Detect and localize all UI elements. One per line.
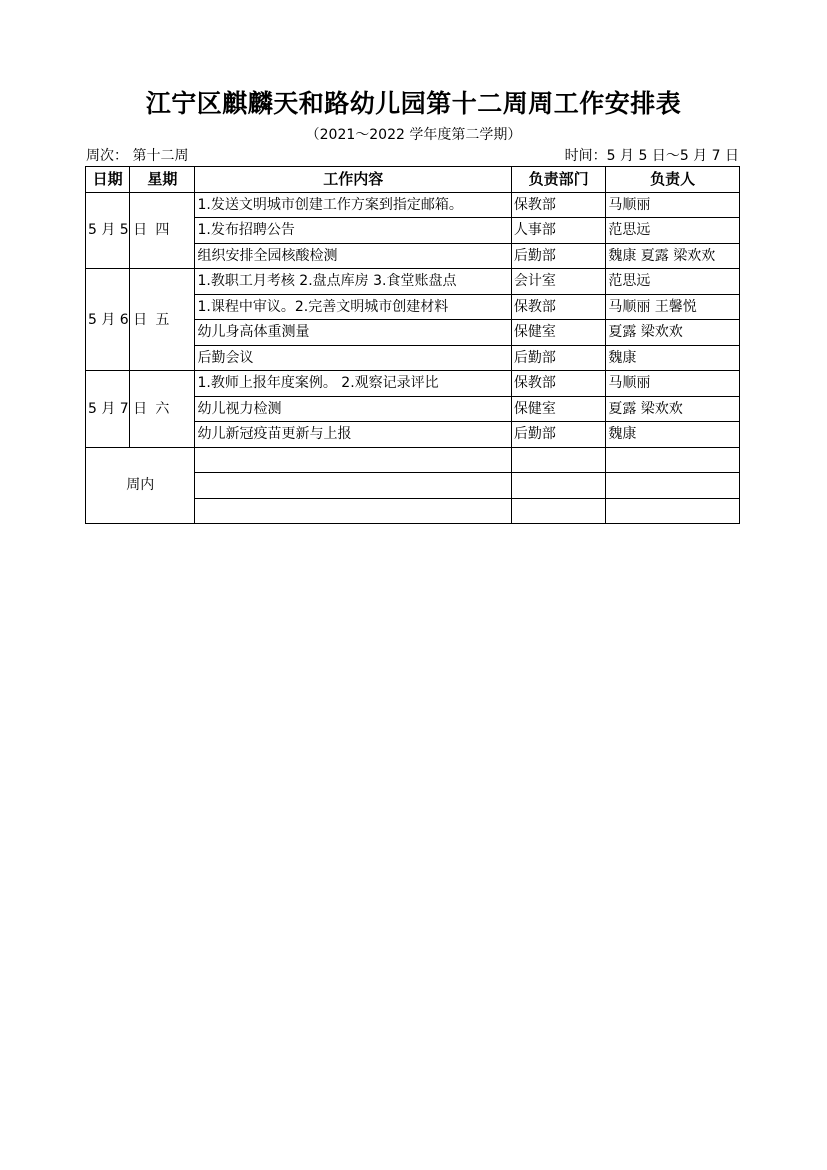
- empty-person-cell: [606, 473, 740, 499]
- empty-dept-cell: [511, 473, 605, 499]
- content-cell: 幼儿视力检测: [195, 396, 511, 422]
- header-weekday: 星期: [130, 167, 195, 193]
- header-date: 日期: [86, 167, 130, 193]
- empty-content-cell: [195, 447, 511, 473]
- table-row: [86, 192, 740, 218]
- empty-content-cell: [195, 498, 511, 524]
- header-content: 工作内容: [195, 167, 511, 193]
- empty-content-cell: [195, 473, 511, 499]
- person-cell: 魏康: [606, 345, 740, 371]
- content-cell: 幼儿身高体重测量: [195, 320, 511, 346]
- person-cell: 范思远: [606, 218, 740, 244]
- date-cell: 5 月 7 日: [86, 371, 130, 448]
- page-title: 江宁区麒麟天和路幼儿园第十二周周工作安排表: [145, 89, 682, 118]
- empty-person-cell: [606, 447, 740, 473]
- person-cell: 范思远: [606, 269, 740, 295]
- table-row: [86, 269, 740, 295]
- header-dept: 负责部门: [511, 167, 605, 193]
- person-cell: 马顺丽: [606, 192, 740, 218]
- content-cell: 幼儿新冠疫苗更新与上报: [195, 422, 511, 448]
- person-cell: 魏康 夏露 梁欢欢: [606, 243, 740, 269]
- dept-cell: 保教部: [511, 371, 605, 397]
- table-row: [86, 447, 740, 473]
- week-section-cell: 周内: [86, 447, 195, 524]
- table-row: [86, 371, 740, 397]
- person-cell: 马顺丽 王馨悦: [606, 294, 740, 320]
- dept-cell: 保教部: [511, 294, 605, 320]
- week-label: 周次： 第十二周: [86, 148, 189, 164]
- header-row: [86, 167, 740, 193]
- schedule-table: [85, 166, 740, 524]
- header-person: 负责人: [606, 167, 740, 193]
- empty-dept-cell: [511, 498, 605, 524]
- content-cell: 1.发送文明城市创建工作方案到指定邮箱。: [195, 192, 511, 218]
- person-cell: 夏露 梁欢欢: [606, 396, 740, 422]
- content-cell: 1.课程中审议。2.完善文明城市创建材料: [195, 294, 511, 320]
- date-cell: 5 月 5 日: [86, 192, 130, 269]
- dept-cell: 后勤部: [511, 243, 605, 269]
- content-cell: 1.教职工月考核 2.盘点库房 3.食堂账盘点: [195, 269, 511, 295]
- empty-dept-cell: [511, 447, 605, 473]
- person-cell: 魏康: [606, 422, 740, 448]
- weekday-cell: 五: [130, 269, 195, 371]
- dept-cell: 保健室: [511, 320, 605, 346]
- content-cell: 组织安排全园核酸检测: [195, 243, 511, 269]
- dept-cell: 后勤部: [511, 422, 605, 448]
- dept-cell: 人事部: [511, 218, 605, 244]
- dept-cell: 保教部: [511, 192, 605, 218]
- empty-person-cell: [606, 498, 740, 524]
- weekday-cell: 六: [130, 371, 195, 448]
- content-cell: 1.教师上报年度案例。 2.观察记录评比: [195, 371, 511, 397]
- content-cell: 后勤会议: [195, 345, 511, 371]
- time-label: 时间：5 月 5 日～5 月 7 日: [564, 148, 739, 164]
- dept-cell: 会计室: [511, 269, 605, 295]
- date-cell: 5 月 6 日: [86, 269, 130, 371]
- person-cell: 夏露 梁欢欢: [606, 320, 740, 346]
- page-subtitle: （2021～2022 学年度第二学期）: [305, 127, 522, 143]
- weekday-cell: 四: [130, 192, 195, 269]
- content-cell: 1.发布招聘公告: [195, 218, 511, 244]
- person-cell: 马顺丽: [606, 371, 740, 397]
- dept-cell: 后勤部: [511, 345, 605, 371]
- dept-cell: 保健室: [511, 396, 605, 422]
